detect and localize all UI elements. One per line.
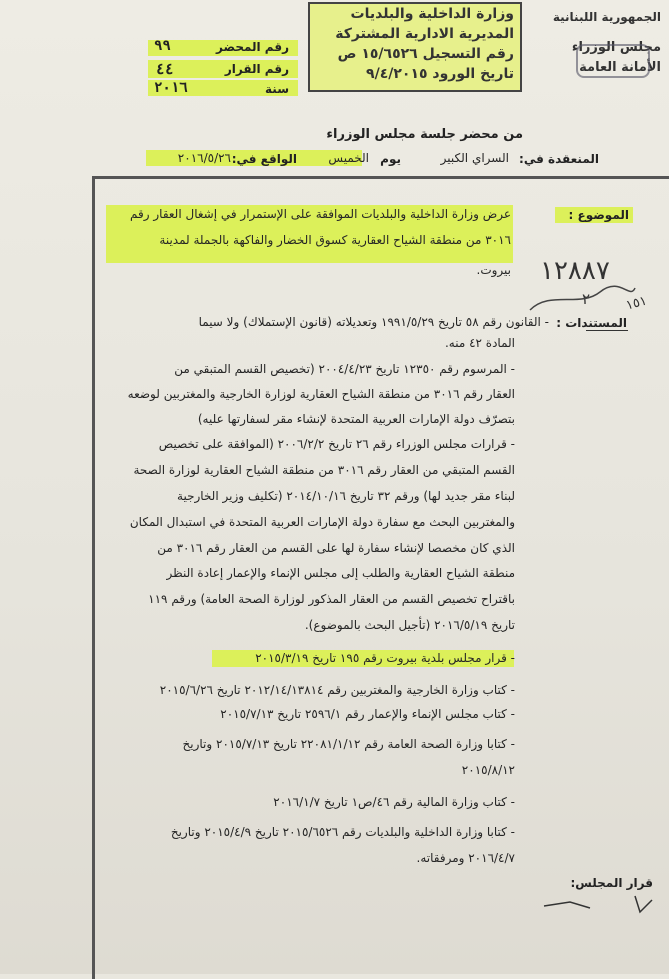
day-value: الخميس	[328, 151, 369, 165]
reference-1-line-1: - القانون رقم ٥٨ تاريخ ١٩٩١/٥/٢٩ وتعديلاته (قانون الإستملاك) ولا سيما	[198, 315, 549, 329]
handwritten-side-mark: ١٥١	[624, 293, 649, 314]
year-value: ٢٠١٦	[154, 80, 188, 96]
reference-8-line-1: - كتاب وزارة المالية رقم ٤٦/ص١ تاريخ ٢٠١٦/١/٧	[273, 795, 515, 809]
reference-1-line-2: المادة ٤٢ منه.	[444, 336, 515, 350]
reference-7-line-1: - كتابا وزارة الصحة العامة رقم ٢٢٠٨١/١/١٢ تاريخ ٢٠١٥/٧/١٣ وتاريخ	[182, 737, 515, 751]
stamp-ministry: وزارة الداخلية والبلديات	[350, 6, 514, 22]
stamp-registration-number: رقم التسجيل ١٥/٦٥٢٦ ص	[337, 46, 514, 62]
reference-3-line-7: باقتراح تخصيص القسم من العقار المذكور لوزارة الصحة العامة) ورقم ١١٩	[148, 592, 515, 606]
decision-mark	[540, 886, 660, 916]
reference-7-line-2: ٢٠١٥/٨/١٢	[461, 763, 515, 777]
minutes-label: رقم المحضر	[216, 40, 289, 54]
stamp-arrival-date: تاريخ الورود ٩/٤/٢٠١٥	[366, 66, 514, 82]
reference-3-line-6: منطقة الشياح العقارية والطلب إلى مجلس الإنماء والإعمار إعادة النظر	[166, 566, 515, 580]
reference-2-line-1: - المرسوم رقم ١٢٣٥٠ تاريخ ٢٠٠٤/٤/٢٣ (تخصيص القسم المتبقي من	[174, 362, 515, 376]
reference-3-line-5: الذي كان مخصصا لإنشاء سفارة لها على القسم من العقار رقم ٣٠١٦ من	[157, 541, 515, 555]
held-at-label: المنعقدة في:	[519, 152, 599, 166]
reference-3-line-4: والمغتربين البحث مع سفارة دولة الإمارات العربية المتحدة في استبدال المكان	[129, 515, 515, 529]
secretariat-heading: الأمانة العامة	[579, 60, 661, 75]
subject-line-3: بيروت.	[476, 263, 511, 277]
date-label: الواقع في:	[231, 152, 297, 166]
reference-6-line-1: - كتاب مجلس الإنماء والإعمار رقم ٢٥٩٦/١ تاريخ ٢٠١٥/٧/١٣	[220, 707, 515, 721]
date-value: ٢٠١٦/٥/٢٦	[177, 151, 231, 165]
handwritten-number: ١٢٨٨٧	[540, 256, 610, 286]
stamp-directorate: المديرية الادارية المشتركة	[335, 26, 514, 42]
year-label: سنة	[265, 82, 289, 96]
session-title: من محضر جلسة مجلس الوزراء	[326, 127, 523, 142]
reference-5-line-1: - كتاب وزارة الخارجية والمغتربين رقم ٢٠١٢/١٤/١٣٨١٤ تاريخ ٢٠١٥/٦/٢٦	[159, 683, 515, 697]
reference-2-line-2: العقار رقم ٣٠١٦ من منطقة الشياح العقارية لوزارة الخارجية والمغتربين لوضعه	[127, 387, 515, 401]
reference-3-line-3: لبناء مقر جديد لها) ورقم ٣٢ تاريخ ٢٠١٤/١٠/١٦ (تكليف وزير الخارجية	[177, 489, 515, 503]
decision-label: قرار المجلس:	[570, 876, 653, 890]
subject-label: الموضوع :	[568, 208, 629, 222]
registration-stamp	[308, 2, 522, 92]
held-at-value: السراي الكبير	[440, 151, 509, 165]
decision-value: ٤٤	[156, 60, 175, 78]
reference-3-line-2: القسم المتبقي من العقار رقم ٣٠١٦ من منطقة الشياح العقارية لوزارة الصحة	[133, 463, 515, 477]
handwritten-small-mark: ٢	[582, 290, 591, 308]
council-heading: مجلس الوزراء	[571, 40, 661, 55]
scribble-stroke	[530, 286, 635, 310]
reference-3-line-8: تاريخ ٢٠١٦/٥/١٩ (تأجيل البحث بالموضوع).	[304, 618, 515, 632]
reference-2-line-3: بتصرّف دولة الإمارات العربية المتحدة لإنشاء مقر لسفارتها عليه)	[197, 412, 515, 426]
references-label: المستندات :	[556, 316, 627, 330]
decision-mark-stroke	[544, 896, 652, 912]
reference-9-line-2: ٢٠١٦/٤/٧ ومرفقاته.	[416, 851, 515, 865]
subject-line-2: ٣٠١٦ من منطقة الشياح العقارية كسوق الخضار والفاكهة بالجملة لمدينة	[159, 233, 511, 247]
references-label-underline	[586, 330, 628, 331]
reference-3-line-1: - قرارات مجلس الوزراء رقم ٢٦ تاريخ ٢٠٠٦/٢/٢ (الموافقة على تخصيص	[158, 437, 515, 451]
subject-line-1: عرض وزارة الداخلية والبلديات الموافقة على الإستمرار في إشغال العقار رقم	[130, 207, 511, 221]
council-seal	[576, 44, 650, 78]
reference-9-line-1: - كتابا وزارة الداخلية والبلديات رقم ٢٠١٥/٦٥٢٦ تاريخ ٢٠١٥/٤/٩ وتاريخ	[170, 825, 515, 839]
republic-heading: الجمهورية اللبنانية	[552, 10, 661, 24]
minutes-value: ٩٩	[154, 38, 171, 54]
decision-label: رقم القرار	[224, 62, 289, 76]
handwritten-scribble	[520, 280, 640, 320]
reference-4-line-1: - قرار مجلس بلدية بيروت رقم ١٩٥ تاريخ ٢٠١٥/٣/١٩	[255, 651, 515, 665]
day-label: يوم	[380, 152, 401, 166]
